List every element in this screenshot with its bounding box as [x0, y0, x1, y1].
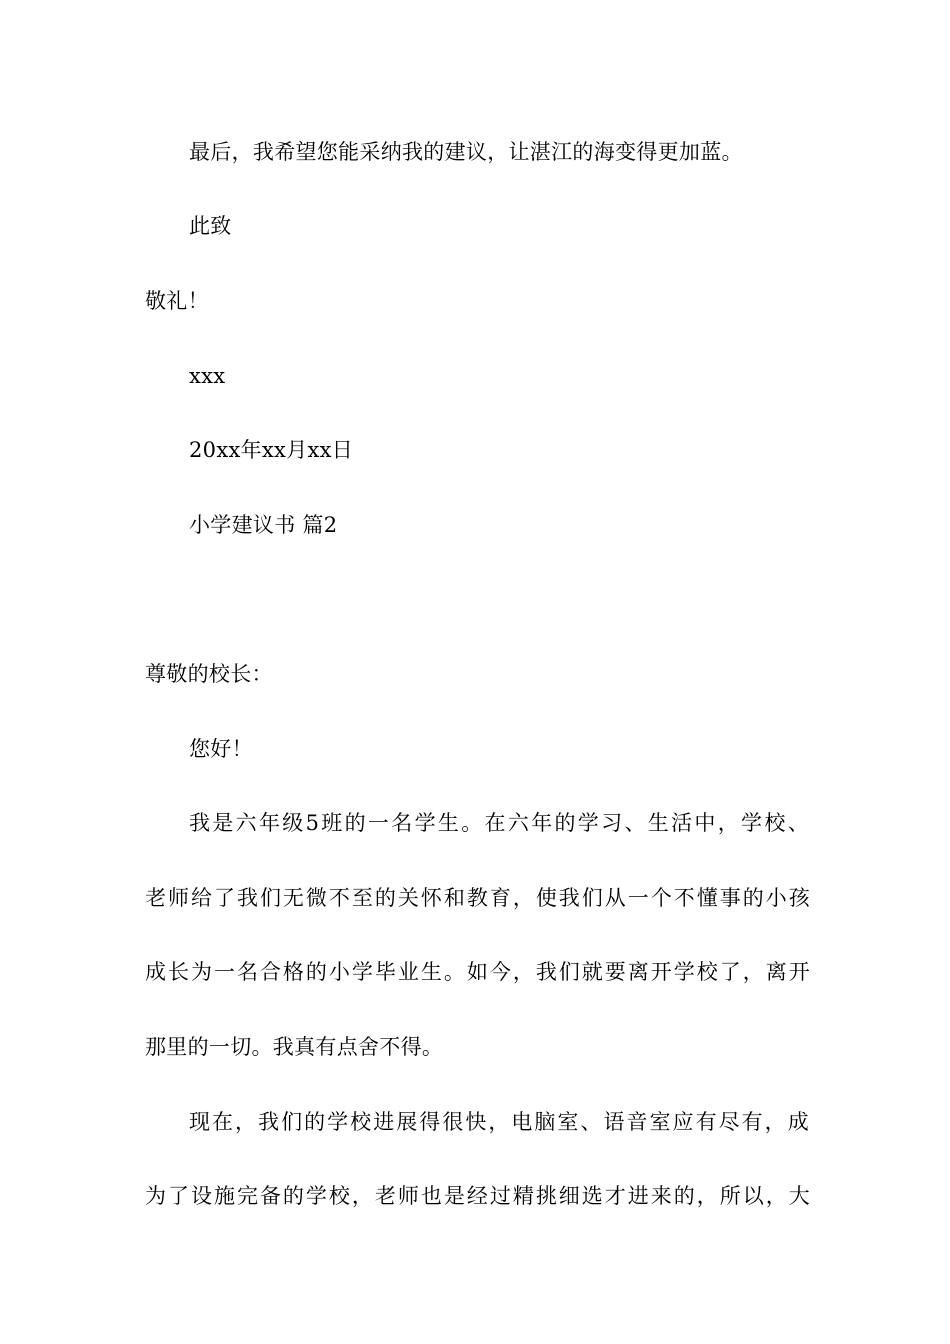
signature: xxx [189, 364, 226, 388]
paragraph-line: 为了设施完备的学校，老师也是经过精挑细选才进来的，所以，大 [145, 1184, 810, 1208]
paragraph-line: 现在，我们的学校进展得很快，电脑室、语音室应有尽有，成 [189, 1110, 809, 1134]
salutation-jing-li: 敬礼！ [145, 289, 209, 313]
paragraph-line: 成长为一名合格的小学毕业生。如今，我们就要离开学校了，离开 [145, 960, 810, 984]
paragraph-line: 我是六年级5班的一名学生。在六年的学习、生活中，学校、 [189, 811, 809, 835]
closing-paragraph: 最后，我希望您能采纳我的建议，让湛江的海变得更加蓝。 [189, 140, 743, 164]
section-heading: 小学建议书 篇2 [189, 513, 338, 537]
salutation-ci-zhi: 此致 [189, 214, 232, 238]
addressee: 尊敬的校长： [145, 662, 273, 686]
greeting: 您好！ [189, 737, 253, 761]
paragraph-line: 那里的一切。我真有点舍不得。 [145, 1035, 444, 1059]
paragraph-line: 老师给了我们无微不至的关怀和教育，使我们从一个不懂事的小孩 [145, 886, 810, 910]
letter-date: 20xx年xx月xx日 [189, 438, 354, 462]
